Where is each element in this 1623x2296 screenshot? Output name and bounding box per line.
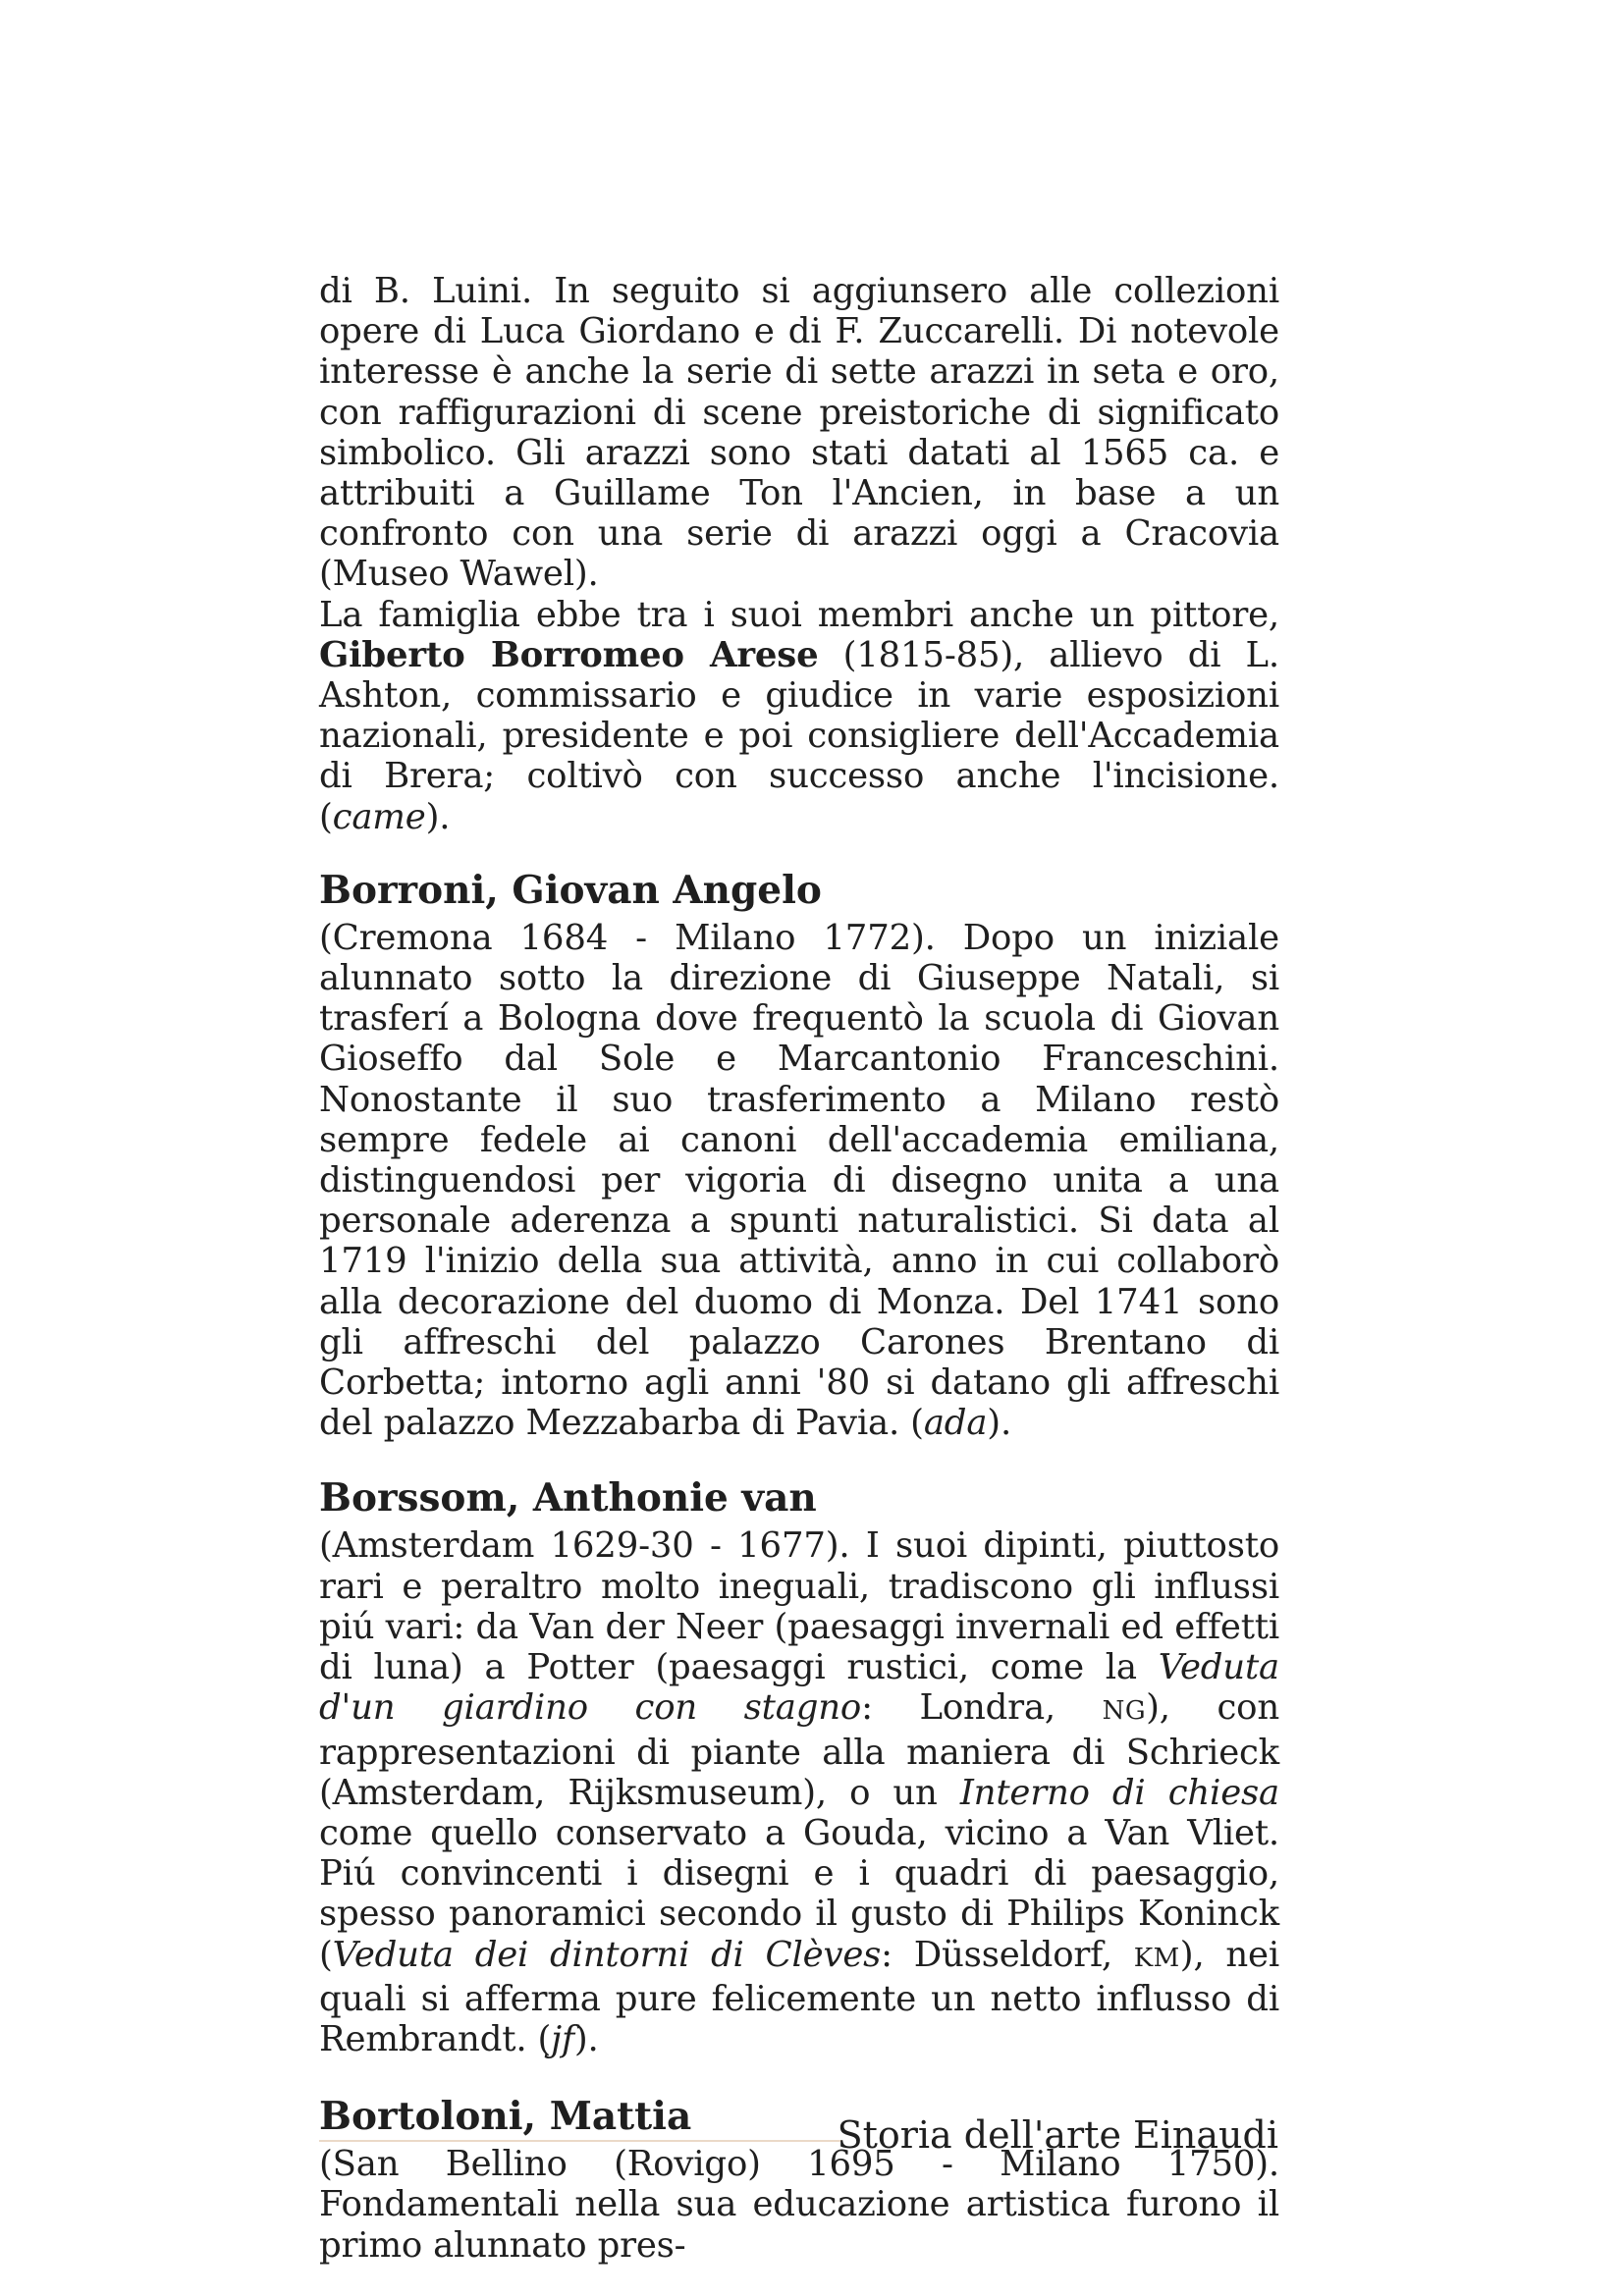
- borssom-text-2: : Londra,: [861, 1687, 1103, 1729]
- borssom-text-5: : Düsseldorf,: [881, 1934, 1134, 1975]
- author-initials: jf: [551, 2018, 574, 2059]
- entry-title-borroni: Borroni, Giovan Angelo: [319, 867, 822, 913]
- borssom-text-4: come quello conservato a Gouda, vicino a Van Vliet. Piú convincenti i disegni e i quadri di paesaggio, spesso panoramici secondo il gusto di Philips Koninck (: [319, 1812, 1279, 1975]
- page-content: [319, 271, 1279, 2266]
- entry-title-bortoloni: Bortoloni, Mattia: [319, 2094, 692, 2140]
- borssom-text-3: ), con rappresentazioni di piante alla maniera di Schrieck (Amsterdam, Rijksmuseum), o un: [319, 1687, 1279, 1813]
- artwork-title: Interno di chiesa: [959, 1772, 1279, 1813]
- intro-paragraph-1: di B. Luini. In seguito si aggiunsero alle collezioni opere di Luca Giordano e di F. Zuccarelli. Di notevole interesse è anche la serie di sette arazzi in seta e oro, con raffigurazioni di scene preistoriche di significato simbolico. Gli arazzi sono stati datati al 1565 ca. e attribuiti a Guillame Ton l'Ancien, in base a un confronto con una serie di arazzi oggi a Cracovia (Museo Wawel).: [319, 271, 1279, 595]
- footer-title: Storia dell'arte Einaudi: [837, 2113, 1278, 2157]
- borroni-text: (Cremona 1684 - Milano 1772). Dopo un iniziale alunnato sotto la direzione di Giuseppe Natali, si trasferí a Bologna dove frequentò la scuola di Giovan Gioseffo dal Sole e Marcantonio Franceschini. Nonostante il suo trasferimento a Milano restò sempre fedele ai canoni dell'accademia emiliana, distinguendosi per vigoria di disegno unita a una personale aderenza a spunti naturalistici. Si data al 1719 l'inizio della sua attività, anno in cui collaborò alla decorazione del duomo di Monza. Del 1741 sono gli affreschi del palazzo Carones Brentano di Corbetta; intorno agli anni '80 si datano gli affreschi del palazzo Mezzabarba di Pavia. (: [319, 917, 1279, 1444]
- artwork-title: Veduta d'un giardino con stagno: [319, 1647, 1279, 1729]
- borssom-text-6: ), nei quali si afferma pure felicemente un netto influsso di Rembrandt. (: [319, 1934, 1279, 2059]
- intro-paragraph-2: [319, 595, 1279, 837]
- artist-name-bold: Giberto Borromeo Arese: [319, 634, 819, 675]
- artwork-title: Veduta dei dintorni di Clèves: [332, 1934, 882, 1975]
- museum-abbrev: NG: [1102, 1696, 1147, 1727]
- entry-title-borssom: Borssom, Anthonie van: [319, 1475, 817, 1522]
- entry-body-borssom: [319, 1525, 1279, 2059]
- entry-body-bortoloni: (San Bellino (Rovigo) 1695 - Milano 1750). Fondamentali nella sua educazione artistica furono il primo alunnato pres-: [319, 2144, 1279, 2266]
- intro-p2-end: ).: [425, 796, 451, 837]
- author-initials: ada: [923, 1403, 988, 1444]
- intro-p2-text-a: La famiglia ebbe tra i suoi membri anche un pittore,: [319, 594, 1279, 635]
- borroni-end: ).: [987, 1403, 1012, 1444]
- author-initials: came: [332, 796, 426, 837]
- intro-p2-text-b: (1815-85), allievo di L. Ashton, commissario e giudice in varie esposizioni nazionali, presidente e poi consigliere dell'Accademia di Brera; coltivò con successo anche l'incisione. (: [319, 634, 1279, 837]
- borssom-text-1: (Amsterdam 1629-30 - 1677). I suoi dipinti, piuttosto rari e peraltro molto ineguali, tradiscono gli influssi piú vari: da Van der Neer (paesaggi invernali ed effetti di luna) a Potter (paesaggi rustici, come la: [319, 1525, 1279, 1688]
- museum-abbrev: KM: [1133, 1943, 1180, 1973]
- footer-rule: [319, 2140, 842, 2142]
- entry-body-borroni: [319, 918, 1279, 1444]
- borssom-end: ).: [573, 2018, 599, 2059]
